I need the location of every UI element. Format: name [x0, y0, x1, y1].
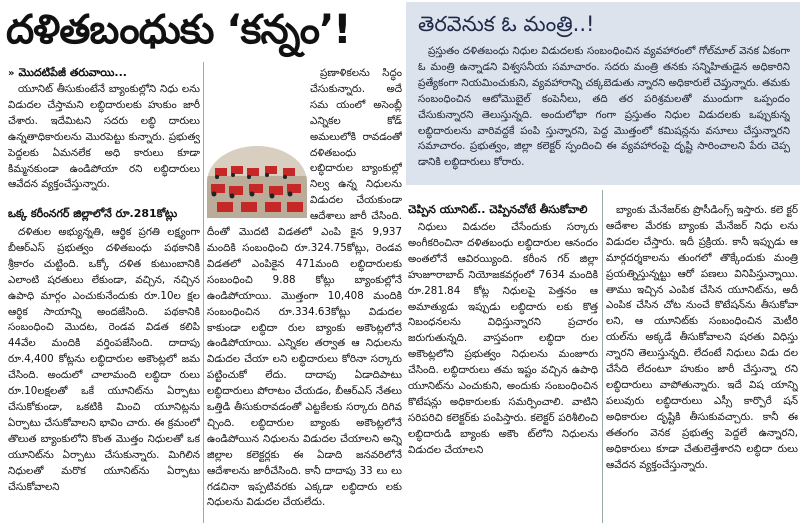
sidebar-body [418, 44, 790, 184]
column-3-subhead: చెప్పిన యూనిట్‌.. చెప్పినచోటే తీసుకోవాలి [408, 203, 588, 216]
column-1-subhead: ఒక్క కరీంనగర్‌ జిల్లాలోనే రూ.281కోట్లు [8, 207, 178, 220]
paragraph: దళితుల అభ్యున్నతి, ఆర్థిక ప్రగతి లక్ష్యంగా బీఆర్‌ఎస్‌ ప్రభుత్వం దళితబంధు పథకానికి శ్రీకారం చుట్టింది. ఒక్కో దళిత కుటుంబానికి ఎలాంటి షరతులు లేకుండా, వచ్చిన, నచ్చిన ఉపాధి మార్గం ఎంచుకునేందుకు రూ.10ల క్షల ఆర్థిక సాయాన్ని అందజేసింది. పథకానికి సంబంధించి మొదట, రెండవ విడత కలిపి 44వేల మందికి వర్తింపజేసింది. దాదాపు రూ.4,400 కోట్లను లబ్ధిదారుల అకౌంట్లలో జమ చేసింది. అందులో చాలామంది లబ్ధిదా రులు రూ.10లక్షలతో ఒకే యూనిట్‌ను ఏర్పాటు చేసుకోకుండా, ఒకటికి మించి యూనిట్లను ఏర్పాటు చేసుకోవాలని భావిం చారు. ఈ క్రమంలో తొలుత బ్యాంకులోని కొంత మొత్తం నిధులతో ఒక యూనిట్‌ను ఏర్పాటు చేసుకున్నారు. మిగిలిన నిధులతో మరొక యూనిట్‌ను ఏర్పాటు చేసుకోవాలని [8, 226, 200, 493]
column-4-body [606, 203, 798, 523]
arrow-icon: » [8, 68, 15, 79]
paragraph: యూనిట్‌ తీసుకుంటేనే బ్యాంకుల్లోని నిధు లను విడుదల చేస్తామని లబ్ధిదారులకు హుకుం జారీ చేశారు. ఇదేమిటని సదరు లబ్ధి దారులు ఉన్నతాధికారులను మొరపెట్టు కున్నారు. ప్రభుత్వ పెద్దలకు ఏమనలేక అధి కారులు కూడా కిమ్మనకుండా ఉండిపోయా రని లబ్ధిదారులు ఆవేదన వ్యక్తంచేస్తున్నారు. [8, 83, 200, 191]
kicker [8, 66, 127, 82]
paragraph: ప్రణాళికలను సిద్ధం చేసుకున్నారు. అదే సమ యంలో అసెంబ్లీ ఎన్నికల కోడ్‌ అమలులోకి రావడంతో దళితబంధు లబ్ధిదారుల బ్యాంకుల్లో నిల్వ ఉన్న నిధులను విడుదల చేయకుండా ఆదేశాలు జారీ చేసింది. దీంతో మొదటి విడతలో ఎంపి కైన 9,937 మందికి సంబంధించి రూ.324.75కోట్లు, రెండవ విడతలో ఎంపికైన 471మంది లబ్ధిదారులకు సంబంధించి 9.88 కోట్లు బ్యాంకుల్లోనే ఉండిపోయాయి. మొత్తంగా 10,408 మందికి సంబంధించిన రూ.334.63కోట్లు విడుదల కాకుండా లబ్ధిదా రుల బ్యాంకు అకౌంట్లలోనే ఉండిపోయాయి. ఎన్నికల తర్వాత ఆ నిధులను విడుదల చేయా లని లబ్ధిదారులు కోరినా సర్కారు పట్టించుకో లేదు. దాదాపు ఏడాదిపాటు లబ్ధిదారులు పోరాటం చేయడం, బీఆర్‌ఎస్‌ నేతలు ఒత్తిడి తీసుకురావడంతో ఎట్టకేలకు సర్కారు దిగివ చ్చింది. లబ్ధిదారుల బ్యాంకు అకౌంట్లలోనే ఉండిపోయిన నిధులను విడుదల చేయాలని అన్ని జిల్లాల కలెక్టర్లకు ఈ ఏడాది జనవరిలోనే ఆదేశాలను జారీచేసింది. కానీ దాదాపు 33 లు లు గడచినా ఇప్పటివరకు ఎక్కడా లబ్ధిదారు లకు నిధులను విడుదల చేయలేదు. [207, 67, 402, 509]
kicker-label: మొదటిపేజీ తరువాయి... [18, 66, 127, 79]
paragraph: నిధులు విడుదల చేసేందుకు సర్కారు అంగీకరించినా దళితబంధు లబ్ధిదారుల ఆనందం అంతలోనే ఆవిరయ్యింది. కరీంన గర్‌ జిల్లా హుజూరాబాద్‌ నియోజకవర్గంలో 7634 మందికి రూ.281.84 కోట్ల నిధులపై పెత్తనం ఆ అమాత్యుడు ఇప్పుడు లబ్ధిదారు లకు కొత్త నిబంధనలను విధిస్తున్నారని ప్రచారం జరుగుతున్నది. వాస్తవంగా లబ్ధిదా రుల అకౌంట్లలోని ప్రభుత్వం నిధులను మంజూరు చేసింది. లబ్ధిదారులు తమ ఇష్టం వచ్చిన ఉపాధి యూనిట్‌ను ఎంచుకుని, అందుకు సంబంధించిన కొటేషన్లు అధికారులకు సమర్పించాలి. వాటిని సరిపరిచి కలెక్టర్‌కు పంపిస్తారు. కలెక్టర్‌ పరిశీలించి లబ్ధిదారుడి బ్యాంకు అకౌం ట్‌లోని నిధులను విడుదల చేయాలని [408, 221, 598, 456]
photo-wrap-spacer [207, 66, 310, 216]
column-divider [203, 62, 204, 523]
paragraph: బ్యాంకు మేనేజర్‌కు ప్రొసీడింగ్స్‌ ఇస్తారు. కలె క్టర్‌ ఆదేశాల మేరకు బ్యాంకు మేనేజర్‌ నిధు లను విడుదల చేస్తారు. ఇదీ ప్రక్రియ. కానీ ఇప్పుడు ఆ మార్గదర్శకాలను తుంగలో తొక్కేందుకు మంత్రి ప్రయత్నిస్తున్నట్టు ఆరో పణలు వినిపిస్తున్నాయి. తాము ఇచ్చిన ఎంపిక చేసిన యూనిట్‌ను, అదీ ఎంపిక చేసిన చోట నుంచే కొటేషన్‌ను తీసుకోవా లని, ఆ యూనిట్‌కు సంబంధించిన మెటీరి యల్‌ను అక్కడే తీసుకోవాలని షరతు విధిస్తు న్నారని తెలుస్తున్నది. లేదంటే నిధులు విడు దల చేసేది లేదంటూ హుకుం జారీ చేస్తున్నా రని లబ్ధిదారులు వాపోతున్నారు. ఇదే విష యాన్ని పలువురు లబ్ధిదారులు ఎస్సీ కార్పొరే షన్‌ అధికారుల దృష్టికి తీసుకువచ్చారు. కానీ ఈ తతంగం వెనక ప్రభుత్వ పెద్దలే ఉన్నారని, అధికారులు కూడా చేతులెత్తేశారని లబ్ధిదా రులు ఆవేదన వ్యక్తంచేస్తున్నారు. [606, 204, 798, 471]
column-3-body [408, 220, 598, 523]
column-1-intro [8, 82, 200, 196]
column-2-body [207, 66, 402, 523]
column-1-body [8, 225, 200, 523]
column-divider [602, 190, 603, 523]
headline: దళితబంధుకు ‘కన్నం’! [6, 7, 351, 53]
sidebar-title: తెరవెనుక ఓ మంత్రి..! [418, 12, 595, 36]
paragraph: ప్రస్తుతం దళితబంధు నిధుల విడుదలకు సంబంధించిన వ్యవహారంలో గోల్‌మాల్‌ వెనక ఏకంగా ఓ మంత్రి ఉన్నాడని విశ్వసనీయ సమాచారం. సదరు మంత్రి తనకు సన్నిహితుడైన అధికారిని ప్రత్యేకంగా నియమించుకుని, వ్యవహారాన్ని చక్కబెడుతు న్నారని అధికారులే చెప్తున్నారు. తమకు సంబంధించిన ఆటోమొబైల్‌ కంపెనీలు, తది తర పరిశ్రమలతో ముందుగా ఒప్పందం చేసుకున్నారని తెలుస్తున్నది. అందులోభా గంగా ప్రస్తుతం నిధుల విడుదలకు ఒప్పుకున్న లబ్ధిదారులను వారివద్దకే పంపి స్తున్నారని, పెద్ద మొత్తంలో కమిషన్లను వసూలు చేస్తున్నారని సమాచారం. ప్రభుత్వం, జిల్లా కలెక్టర్‌ స్పందించి ఈ వ్యవహారంపై దృష్టి సారించాలని పేరు చెప్ప డానికి లబ్ధిదారులు కోరారు. [418, 45, 790, 169]
